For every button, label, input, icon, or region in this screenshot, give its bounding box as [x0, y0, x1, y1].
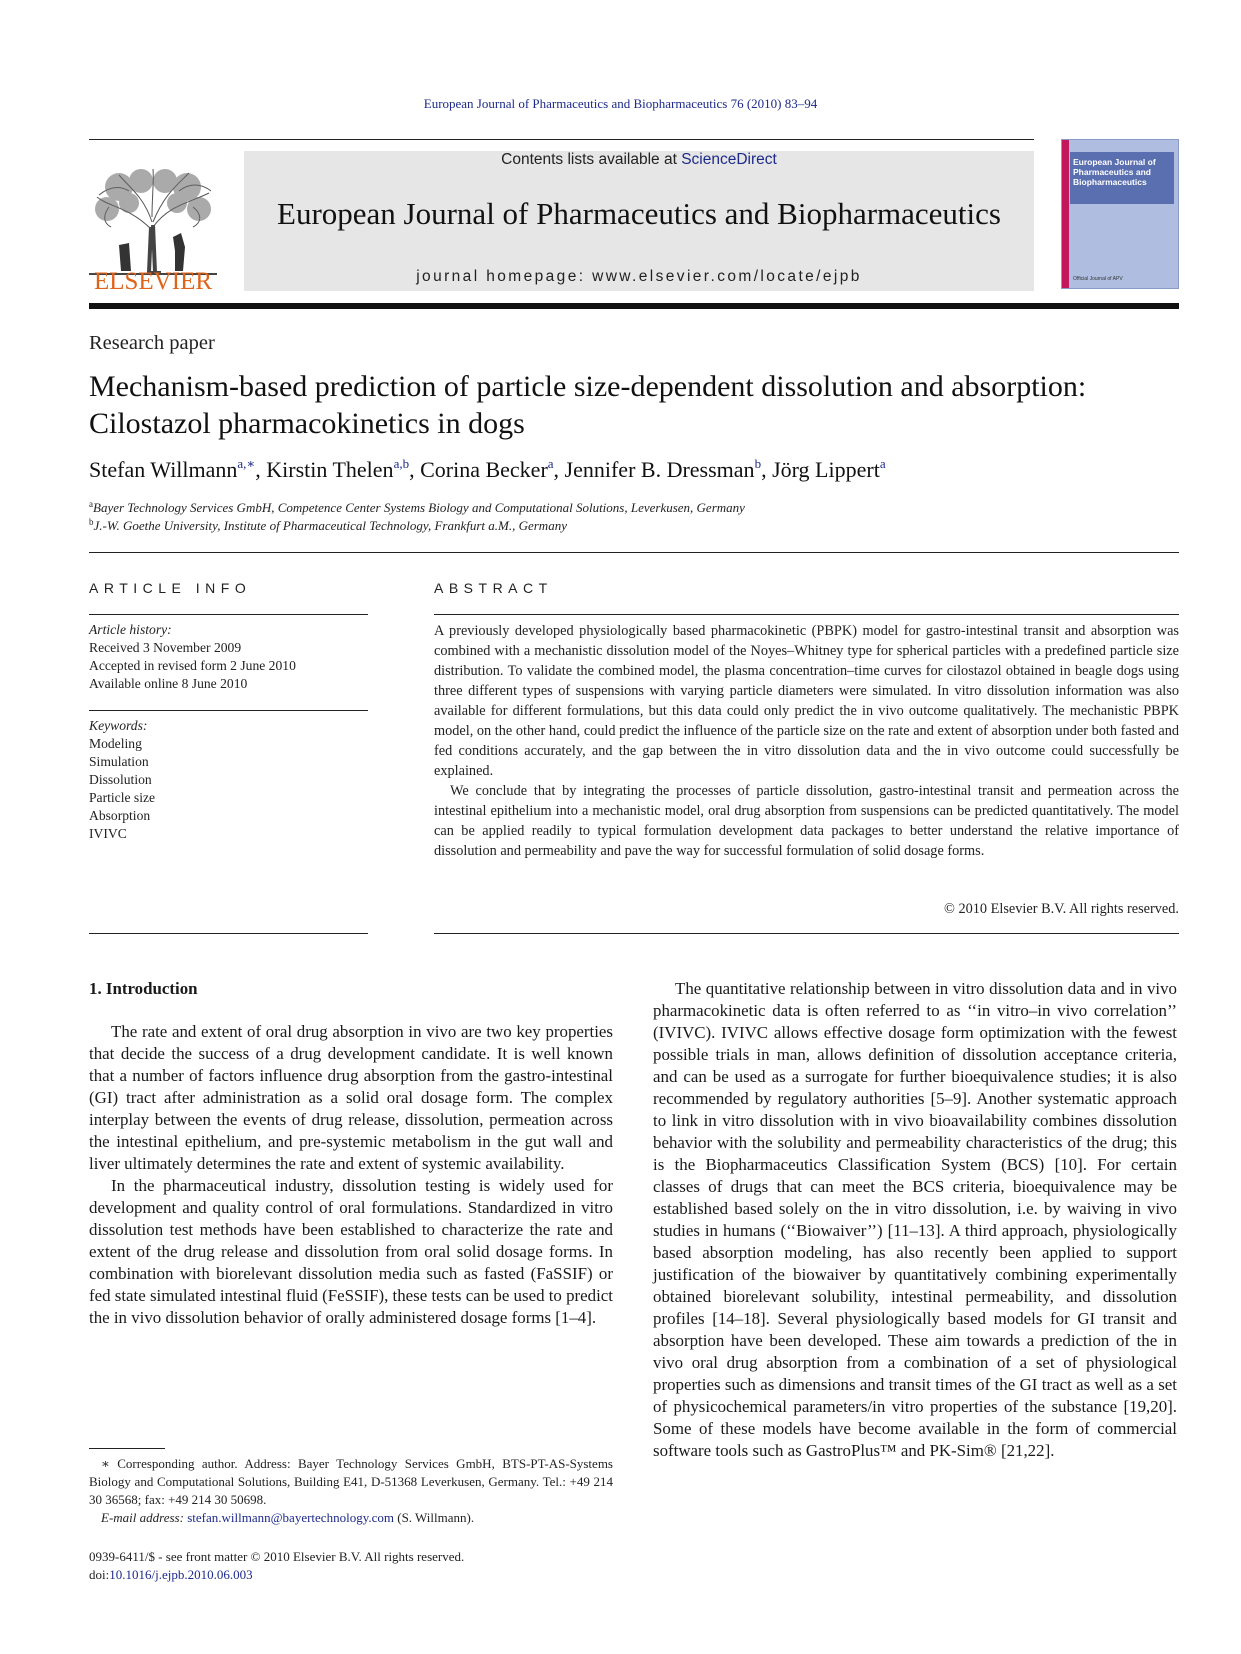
- issn-line: 0939-6411/$ - see front matter © 2010 Elsevier B.V. All rights reserved.: [89, 1549, 465, 1564]
- affiliation-a: [89, 499, 745, 516]
- keyword: Absorption: [89, 808, 151, 823]
- author-name[interactable]: Jennifer B. Dressman: [564, 457, 755, 482]
- author-separator: ,: [255, 457, 267, 482]
- header-thick-rule: [89, 303, 1179, 309]
- doi-link[interactable]: 10.1016/j.ejpb.2010.06.003: [109, 1567, 253, 1582]
- author-name[interactable]: Kirstin Thelen: [266, 457, 394, 482]
- history-online: Available online 8 June 2010: [89, 676, 248, 691]
- author-list: [89, 456, 886, 483]
- body-paragraph: The rate and extent of oral drug absorption in vivo are two key properties that decide the success of a drug development candidate. It is well known that a number of factors influence drug absorption from the gastro-intestinal (GI) tract after administration as a solid oral dosage form. The complex interplay between the events of drug release, dissolution, permeation across the intestinal epithelium, and pre-systemic metabolism in the gut wall and liver ultimately determines the rate and extent of systemic availability.: [89, 1022, 613, 1173]
- article-history: [89, 621, 368, 693]
- keyword: Simulation: [89, 754, 149, 769]
- author-separator: ,: [553, 457, 565, 482]
- abstract-body: [434, 621, 1179, 861]
- abstract-rule: [434, 933, 1179, 934]
- article-info-heading: ARTICLE INFO: [89, 580, 252, 596]
- corresponding-footnote: [89, 1455, 613, 1527]
- email-suffix: (S. Willmann).: [393, 1510, 475, 1525]
- affiliation-mark: b: [89, 517, 94, 527]
- author-affil-mark[interactable]: b: [754, 456, 762, 471]
- history-revised: Accepted in revised form 2 June 2010: [89, 658, 296, 673]
- contents-prefix: Contents lists available at: [501, 151, 682, 168]
- footnote-rule: [89, 1448, 165, 1449]
- keyword: Dissolution: [89, 772, 152, 787]
- journal-title: European Journal of Pharmaceutics and Biopharmaceutics: [277, 196, 1001, 231]
- affiliation-b: [89, 517, 567, 534]
- author-affil-mark[interactable]: a,b: [393, 456, 410, 471]
- corresponding-author-note: ∗ Corresponding author. Address: Bayer Technology Services GmbH, BTS-PT-AS-Systems Biology and Computational Solutions, Building E41, D-51368 Leverkusen, Germany. Tel.: +49 214 30 36568; fax: +49 214 30 50698.: [89, 1456, 613, 1507]
- section-heading: 1. Introduction: [89, 979, 198, 998]
- affiliation-text: Bayer Technology Services GmbH, Competence Center Systems Biology and Computational Solutions, Leverkusen, Germany: [93, 500, 745, 515]
- author-affil-mark[interactable]: a: [547, 456, 554, 471]
- cover-title: European Journal of Pharmaceutics and Biopharmaceutics: [1073, 157, 1156, 187]
- email-link[interactable]: stefan.willmann@bayertechnology.com: [187, 1510, 394, 1525]
- abstract-paragraph: We conclude that by integrating the processes of particle dissolution, gastro-intestinal transit and permeation across the intestinal epithelium into a mechanistic model, oral drug absorption from suspensions can be predicted quantitatively. The model can be applied readily to typical formulation development data packages to better understand the relative importance of dissolution and permeability and pave the way for successful formulation of solid dosage forms.: [434, 783, 1179, 859]
- info-rule: [89, 933, 368, 934]
- section-rule: [89, 552, 1179, 553]
- history-label: Article history:: [89, 622, 172, 637]
- body-paragraph: The quantitative relationship between in vitro dissolution data and in vivo pharmacokinetic data is often referred to as ‘‘in vitro–in vivo correlation’’ (IVIVC). IVIVC allows effective dosage form optimization with the fewest possible trials in man, allows definition of dissolution acceptance criteria, and can be used as a surrogate for further bioequivalence studies; it is also recommended by regulatory authorities [5–9]. Another systematic approach to link in vitro dissolution with in vivo bioavailability combines dissolution behavior with the solubility and permeability characteristics of the drug; this is the Biopharmaceutics Classification System (BCS) [10]. For certain classes of drugs that can meet the BCS criteria, bioequivalence may be established based solely on the in vitro dissolution, i.e. by waiving in vivo studies in humans (‘‘Biowaiver’’) [11–13]. A third approach, physiologically based absorption modeling, has also recently been applied to support justification of the biowaiver by quantitatively combining experimentally obtained biorelevant solubility, intestinal permeability, and dissolution profiles [14–18]. Several physiologically based models for GI transit and absorption have been developed. These aim towards a prediction of the in vivo oral drug absorption from a combination of a set of physiological properties such as dimensions and transit times of the GI tract as well as a set of physicochemical parameters/in vitro properties of the substance [19,20]. Some of these models have become available in the form of commercial software tools such as GastroPlus™ and PK-Sim® [21,22].: [653, 979, 1177, 1460]
- keyword: Particle size: [89, 790, 156, 805]
- author-name[interactable]: Corina Becker: [420, 457, 548, 482]
- author-name[interactable]: Stefan Willmann: [89, 457, 238, 482]
- keyword-list: [89, 717, 368, 843]
- body-paragraph: In the pharmaceutical industry, dissolution testing is widely used for development and quality control of oral formulations. Standardized in vitro dissolution test methods have been established to characterize the rate and extent of the drug release and dissolution from oral solid dosage forms. In combination with biorelevant dissolution media such as fasted (FaSSIF) or fed state simulated intestinal fluid (FeSSIF), these tests can be used to predict the in vivo dissolution behavior of orally administered dosage forms [1–4].: [89, 1176, 613, 1327]
- author-affil-mark[interactable]: a: [879, 456, 886, 471]
- info-rule: [89, 614, 368, 615]
- affiliation-text: J.-W. Goethe University, Institute of Pharmaceutical Technology, Frankfurt a.M., Germany: [93, 518, 567, 533]
- author-name[interactable]: Jörg Lippert: [772, 457, 880, 482]
- doi-label: doi:: [89, 1567, 110, 1582]
- author-affil-mark[interactable]: a,∗: [237, 456, 256, 471]
- abstract-rule: [434, 614, 1179, 615]
- affiliation-mark: a: [89, 499, 93, 509]
- keyword: Modeling: [89, 736, 142, 751]
- header-rule: [89, 139, 1034, 140]
- abstract-paragraph: A previously developed physiologically based pharmacokinetic (PBPK) model for gastro-intestinal transit and absorption was combined with a mechanistic dissolution model of the Noyes–Whitney type for spherical particles with a predefined particle size distribution. To validate the combined model, the plasma concentration–time curves for cilostazol obtained in beagle dogs using three different types of suspensions with varying particle diameters were simulated. In vitro dissolution information was also available for different formulations, but this data could only predict the in vivo outcome qualitatively. The mechanistic PBPK model, on the other hand, could predict the influence of the particle size on the rate and extent of absorption under both fasted and fed conditions accurately, and the gap between the in vitro dissolution data and the in vivo outcome could successfully be explained.: [434, 623, 1179, 779]
- article-title: Mechanism-based prediction of particle size-dependent dissolution and absorption: Cilostazol pharmacokinetics in dogs: [89, 370, 1087, 440]
- author-separator: ,: [409, 457, 421, 482]
- abstract-heading: ABSTRACT: [434, 580, 553, 596]
- keywords-label: Keywords:: [89, 718, 148, 733]
- journal-homepage[interactable]: journal homepage: www.elsevier.com/locate/ejpb: [416, 268, 862, 285]
- elsevier-wordmark: ELSEVIER: [93, 268, 213, 295]
- issn-doi-block: [89, 1548, 464, 1584]
- info-rule: [89, 710, 368, 711]
- email-line: [89, 1509, 613, 1527]
- email-label: E-mail address:: [101, 1510, 188, 1525]
- copyright-notice: © 2010 Elsevier B.V. All rights reserved.: [944, 901, 1179, 917]
- contents-line: [244, 151, 1034, 169]
- doi-line: [89, 1566, 464, 1584]
- journal-cover-thumbnail: [1061, 139, 1179, 289]
- journal-citation[interactable]: European Journal of Pharmaceutics and Biopharmaceutics 76 (2010) 83–94: [423, 96, 818, 111]
- keyword: IVIVC: [89, 826, 127, 841]
- article-type: Research paper: [89, 332, 215, 354]
- body-column-right: [653, 978, 1177, 1462]
- cover-stripe: [1062, 140, 1069, 288]
- cover-footer: Official Journal of APV: [1073, 276, 1123, 282]
- history-received: Received 3 November 2009: [89, 640, 242, 655]
- body-column-left: [89, 978, 613, 1329]
- sciencedirect-link[interactable]: ScienceDirect: [681, 151, 777, 168]
- author-separator: ,: [761, 457, 773, 482]
